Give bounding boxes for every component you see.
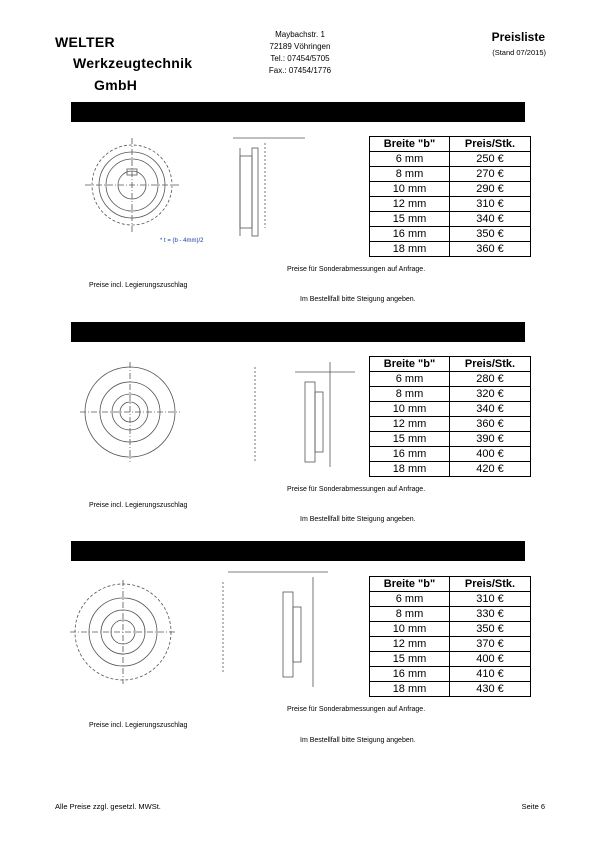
table-header-price: Preis/Stk. — [450, 577, 531, 592]
price-cell: 310 € — [450, 592, 531, 607]
table-row — [370, 652, 531, 667]
section-bar-2 — [71, 322, 525, 342]
price-cell: 400 € — [450, 652, 531, 667]
note-alloy-surcharge: Preise incl. Legierungszuschlag — [89, 282, 188, 289]
note-special-sizes: Preise für Sonderabmessungen auf Anfrage. — [287, 706, 426, 713]
company-name-line3: GmbH — [94, 77, 138, 93]
table-row — [370, 592, 531, 607]
address-phone: Tel.: 07454/5705 — [270, 54, 330, 63]
product-drawing-2 — [75, 342, 360, 482]
width-cell: 16 mm — [370, 447, 450, 462]
address-street: Maybachstr. 1 — [275, 30, 325, 39]
page-title: Preisliste — [491, 30, 545, 44]
width-cell: 12 mm — [370, 417, 450, 432]
table-header-width: Breite "b" — [370, 137, 450, 152]
width-cell: 18 mm — [370, 242, 450, 257]
price-cell: 360 € — [450, 242, 531, 257]
table-row — [370, 637, 531, 652]
width-cell: 10 mm — [370, 622, 450, 637]
table-row — [370, 167, 531, 182]
note-special-sizes: Preise für Sonderabmessungen auf Anfrage. — [287, 486, 426, 493]
note-special-sizes: Preise für Sonderabmessungen auf Anfrage. — [287, 266, 426, 273]
table-header-price: Preis/Stk. — [450, 137, 531, 152]
product-drawing-3 — [68, 562, 336, 702]
price-cell: 350 € — [450, 227, 531, 242]
price-cell: 330 € — [450, 607, 531, 622]
table-row — [370, 432, 531, 447]
table-row — [370, 607, 531, 622]
table-row — [370, 212, 531, 227]
table-row — [370, 152, 531, 167]
note-alloy-surcharge: Preise incl. Legierungszuschlag — [89, 722, 188, 729]
page-number: Seite 6 — [521, 802, 545, 811]
price-cell: 280 € — [450, 372, 531, 387]
width-cell: 6 mm — [370, 592, 450, 607]
company-address — [250, 29, 350, 77]
width-cell: 6 mm — [370, 152, 450, 167]
table-row — [370, 682, 531, 697]
price-cell: 420 € — [450, 462, 531, 477]
table-row — [370, 387, 531, 402]
note-pitch: Im Bestellfall bitte Steigung angeben. — [300, 516, 416, 523]
width-cell: 16 mm — [370, 667, 450, 682]
table-row — [370, 182, 531, 197]
table-row — [370, 462, 531, 477]
price-cell: 320 € — [450, 387, 531, 402]
note-pitch: Im Bestellfall bitte Steigung angeben. — [300, 737, 416, 744]
table-header-width: Breite "b" — [370, 577, 450, 592]
price-cell: 350 € — [450, 622, 531, 637]
table-header-price: Preis/Stk. — [450, 357, 531, 372]
width-cell: 16 mm — [370, 227, 450, 242]
price-cell: 400 € — [450, 447, 531, 462]
footer-vat-note: Alle Preise zzgl. gesetzl. MWSt. — [55, 802, 161, 811]
width-cell: 6 mm — [370, 372, 450, 387]
price-cell: 370 € — [450, 637, 531, 652]
width-cell: 8 mm — [370, 167, 450, 182]
company-name-line2: Werkzeugtechnik — [73, 55, 193, 71]
price-list-date: (Stand 07/2015) — [492, 48, 546, 57]
width-cell: 12 mm — [370, 637, 450, 652]
price-cell: 270 € — [450, 167, 531, 182]
price-table-2 — [369, 356, 531, 477]
price-cell: 250 € — [450, 152, 531, 167]
address-city: 72189 Vöhringen — [269, 42, 331, 51]
company-name-line1: WELTER — [55, 34, 115, 50]
drawing-note-1: * t = (b - 4mm)/2 — [160, 238, 204, 244]
width-cell: 15 mm — [370, 212, 450, 227]
price-table-1 — [369, 136, 531, 257]
price-cell: 290 € — [450, 182, 531, 197]
width-cell: 15 mm — [370, 652, 450, 667]
product-drawing-1 — [75, 118, 320, 248]
table-row — [370, 242, 531, 257]
price-cell: 410 € — [450, 667, 531, 682]
table-header-width: Breite "b" — [370, 357, 450, 372]
note-alloy-surcharge: Preise incl. Legierungszuschlag — [89, 502, 188, 509]
width-cell: 10 mm — [370, 402, 450, 417]
width-cell: 8 mm — [370, 387, 450, 402]
table-row — [370, 197, 531, 212]
price-cell: 390 € — [450, 432, 531, 447]
width-cell: 18 mm — [370, 462, 450, 477]
section-bar-3 — [71, 541, 525, 561]
price-table-3 — [369, 576, 531, 697]
price-cell: 310 € — [450, 197, 531, 212]
width-cell: 18 mm — [370, 682, 450, 697]
table-row — [370, 667, 531, 682]
table-row — [370, 402, 531, 417]
price-cell: 360 € — [450, 417, 531, 432]
table-row — [370, 447, 531, 462]
price-cell: 430 € — [450, 682, 531, 697]
price-cell: 340 € — [450, 212, 531, 227]
width-cell: 8 mm — [370, 607, 450, 622]
table-row — [370, 417, 531, 432]
price-cell: 340 € — [450, 402, 531, 417]
width-cell: 10 mm — [370, 182, 450, 197]
note-pitch: Im Bestellfall bitte Steigung angeben. — [300, 296, 416, 303]
table-row — [370, 227, 531, 242]
width-cell: 12 mm — [370, 197, 450, 212]
address-fax: Fax.: 07454/1776 — [268, 66, 332, 75]
width-cell: 15 mm — [370, 432, 450, 447]
table-row — [370, 622, 531, 637]
table-row — [370, 372, 531, 387]
